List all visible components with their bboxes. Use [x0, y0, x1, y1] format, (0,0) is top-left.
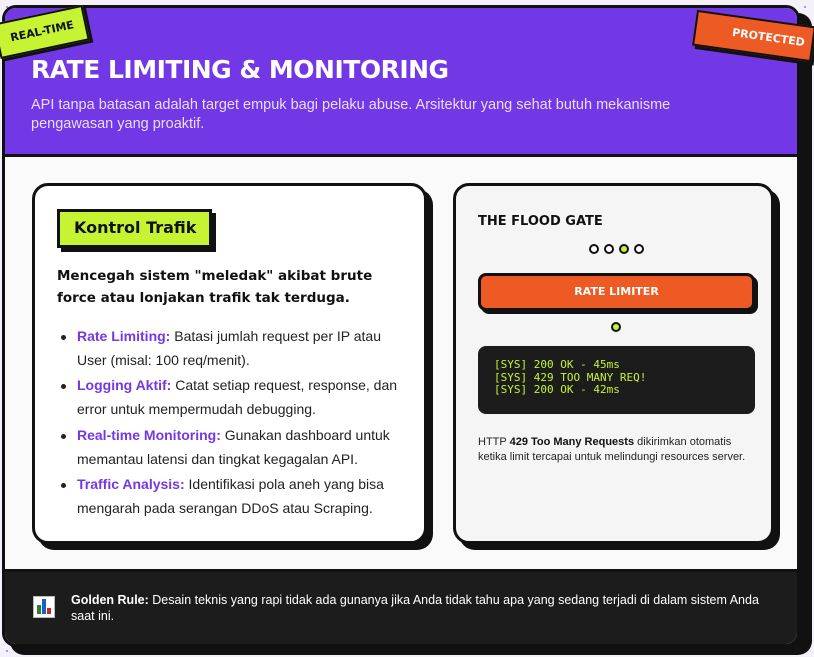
intro-text: Mencegah sistem "meledak" akibat brute force atau lonjakan trafik tak terduga. — [57, 268, 373, 306]
note-status: 429 Too Many Requests — [509, 436, 635, 448]
rate-limiter-block: RATE LIMITER — [478, 273, 755, 311]
list-item — [57, 473, 412, 520]
traffic-control-panel — [32, 183, 427, 544]
request-dots — [589, 244, 644, 254]
passed-request-dot — [611, 322, 621, 332]
golden-rule-text — [71, 593, 761, 624]
list-item — [57, 325, 412, 372]
page-subtitle: API tanpa batasan adalah target empuk bagi pelaku abuse. Arsitektur yang sehat butuh mekanisme pengawasan yang proaktif. — [31, 97, 671, 132]
flood-gate-panel — [453, 183, 774, 544]
golden-rule-body: Desain teknis yang rapi tidak ada gunanya jika Anda tidak tahu apa yang sedang terjadi di dalam sistem Anda saat ini. — [71, 593, 759, 623]
list-item-text: Catat setiap request, response, dan error untuk mempermudah debugging. — [77, 377, 398, 418]
list-item-key: Logging Aktif: — [77, 377, 172, 394]
request-dot — [589, 244, 599, 254]
realtime-tag: REAL-TIME — [0, 5, 89, 59]
list-item — [57, 374, 412, 421]
golden-rule-label: Golden Rule: — [71, 593, 149, 607]
note-suffix: dikirimkan otomatis ketika limit tercapai untuk melindungi resources server. — [478, 436, 746, 463]
request-dot — [634, 244, 644, 254]
list-item-key: Real-time Monitoring: — [77, 426, 221, 443]
list-item-key: Rate Limiting: — [77, 328, 171, 344]
header-banner — [5, 8, 797, 157]
protected-tag: PROTECTED — [692, 10, 814, 62]
flood-gate-title: THE FLOOD GATE — [478, 214, 603, 229]
note-prefix: HTTP — [478, 436, 510, 448]
section-chip: Kontrol Trafik — [57, 209, 212, 248]
list-item-text: Batasi jumlah request per IP atau User (misal: 100 req/menit). — [77, 328, 381, 368]
log-line: [SYS] 200 OK - 45ms — [494, 358, 620, 371]
bar-chart-icon — [33, 596, 55, 618]
list-item-text: Identifikasi pola aneh yang bisa mengarah pada serangan DDoS atau Scraping. — [77, 476, 384, 516]
list-item — [57, 424, 412, 471]
list-item-text: Gunakan dashboard untuk memantau latensi dan tingkat kegagalan API. — [77, 426, 390, 467]
feature-list — [57, 325, 412, 523]
main-card — [2, 5, 800, 647]
log-line: [SYS] 429 TOO MANY REQ! — [494, 370, 647, 384]
request-dot — [604, 244, 614, 254]
page-title: RATE LIMITING & MONITORING — [31, 55, 449, 84]
golden-rule-footer — [5, 569, 797, 644]
request-dot-active — [619, 244, 629, 254]
log-terminal — [478, 346, 755, 414]
list-item-key: Traffic Analysis: — [77, 476, 185, 493]
log-line: [SYS] 200 OK - 42ms — [494, 383, 620, 396]
http-429-note — [478, 435, 763, 465]
